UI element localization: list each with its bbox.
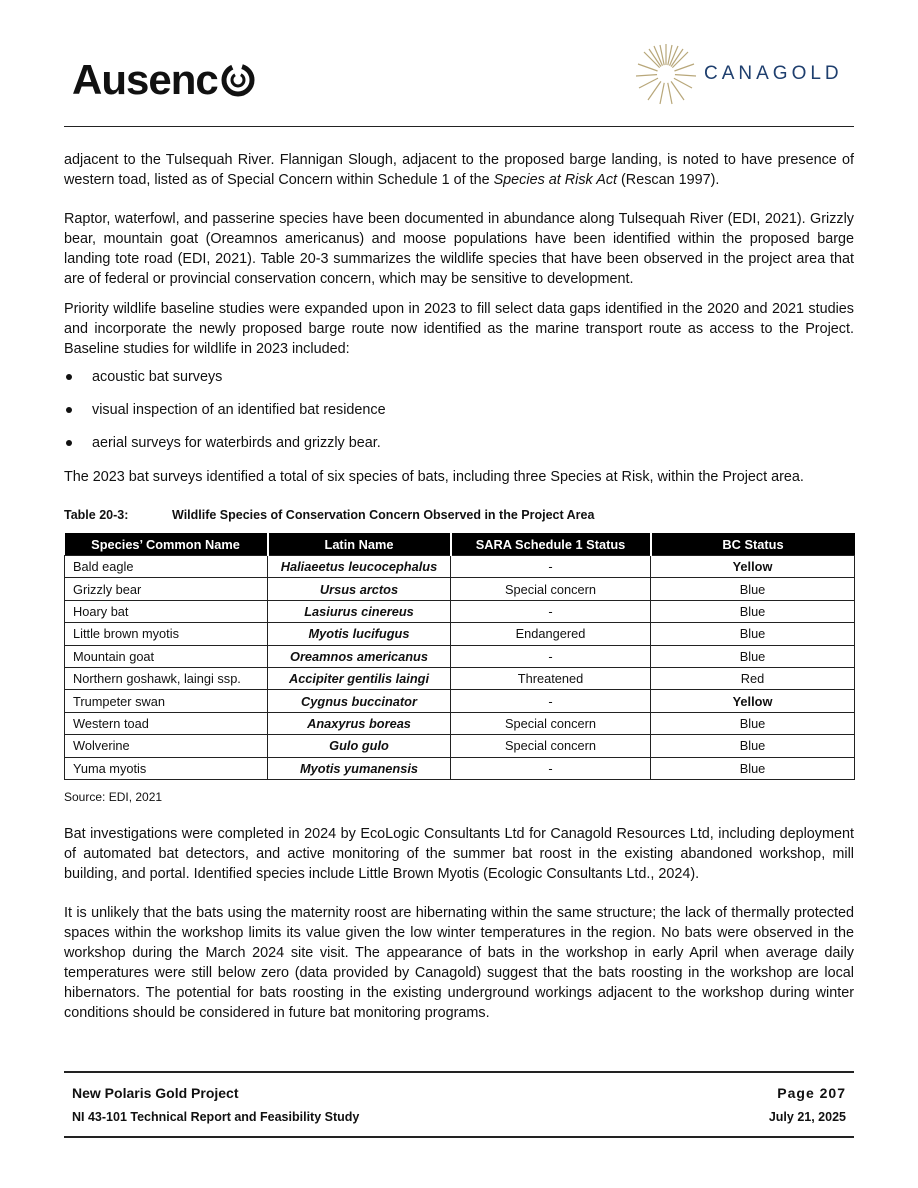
bullet-item (64, 433, 381, 453)
paragraph-1 (64, 150, 854, 190)
latin-name-cell: Lasiurus cinereus (268, 600, 451, 622)
column-header: BC Status (651, 533, 855, 556)
footer-divider-top (64, 1071, 854, 1073)
sara-status-cell: - (451, 600, 651, 622)
latin-name-cell: Ursus arctos (268, 578, 451, 600)
table-caption (64, 508, 594, 522)
sara-status-cell: Special concern (451, 712, 651, 734)
table-row (65, 735, 855, 757)
sara-status-cell: Threatened (451, 667, 651, 689)
latin-name-cell: Haliaeetus leucocephalus (268, 556, 451, 578)
bullet-icon (66, 440, 72, 446)
table-row (65, 690, 855, 712)
footer-date: July 21, 2025 (768, 1110, 846, 1124)
footer-report-title: NI 43-101 Technical Report and Feasibility Study (72, 1110, 360, 1124)
canagold-sunburst-icon (634, 42, 698, 106)
bc-status-cell: Yellow (651, 556, 855, 578)
latin-name-cell: Myotis yumanensis (268, 757, 451, 779)
sara-status-cell: - (451, 645, 651, 667)
bc-status-cell: Blue (651, 600, 855, 622)
paragraph-3: Priority wildlife baseline studies were expanded upon in 2023 to fill select data gaps identified in the 2020 and 2021 studies and incorporate the newly proposed barge route now identified as the marine transport route as access to the Project. Baseline studies for wildlife in 2023 included: (64, 301, 854, 357)
bullet-icon (66, 374, 72, 380)
common-name-cell: Western toad (65, 712, 268, 734)
paragraph-5: Bat investigations were completed in 2024 by EcoLogic Consultants Ltd for Canagold Resources Ltd, including deployment of automated bat detectors, and active monitoring of the summer bat roost in the existing abandoned workshop, mill building, and portal. Identified species include Little Brown Myotis (Ecologic Consultants Ltd., 2024). (64, 826, 854, 882)
common-name-cell: Hoary bat (65, 600, 268, 622)
common-name-cell: Trumpeter swan (65, 690, 268, 712)
sara-status-cell: Special concern (451, 578, 651, 600)
table-number: Table 20-3: (64, 508, 129, 522)
sara-status-cell: - (451, 556, 651, 578)
table-row (65, 600, 855, 622)
bc-status-cell: Blue (651, 623, 855, 645)
paragraph-6: It is unlikely that the bats using the maternity roost are hibernating within the same structure; the lack of thermally protected spaces within the workshop limits its value given the low winter temperatures in the region. No bats were observed in the workshop during the March 2024 site visit. The appearance of bats in the workshop in early April when average daily temperatures were still below zero (data provided by Canagold) suggest that the bats roosting in the workshop are local hibernators. The potential for bats roosting in the existing underground workings adjacent to the workshop during winter conditions should be considered in future bat monitoring programs. (64, 905, 854, 1021)
bullet-text: visual inspection of an identified bat residence (92, 402, 386, 418)
latin-name-cell: Cygnus buccinator (268, 690, 451, 712)
latin-name-cell: Myotis lucifugus (268, 623, 451, 645)
common-name-cell: Wolverine (65, 735, 268, 757)
bc-status-cell: Blue (651, 578, 855, 600)
species-at-risk-act-reference: Species at Risk Act (493, 172, 618, 188)
column-header: Latin Name (268, 533, 451, 556)
ausenco-swirl-icon (219, 61, 257, 99)
common-name-cell: Yuma myotis (65, 757, 268, 779)
wildlife-species-table (64, 533, 855, 780)
table-header-row (65, 533, 855, 556)
table-row (65, 578, 855, 600)
common-name-cell: Mountain goat (65, 645, 268, 667)
bc-status-cell: Blue (651, 712, 855, 734)
table-source-note: Source: EDI, 2021 (64, 790, 163, 804)
footer-project-name: New Polaris Gold Project (72, 1085, 239, 1101)
table-title: Wildlife Species of Conservation Concern Observed in the Project Area (172, 508, 595, 522)
paragraph-1-citation: (Rescan 1997). (617, 172, 720, 188)
sara-status-cell: - (451, 690, 651, 712)
sara-status-cell: Endangered (451, 623, 651, 645)
column-header: SARA Schedule 1 Status (451, 533, 651, 556)
table-row (65, 712, 855, 734)
footer-page-number: Page 207 (777, 1085, 846, 1101)
latin-name-cell: Accipiter gentilis laingi (268, 667, 451, 689)
common-name-cell: Little brown myotis (65, 623, 268, 645)
bc-status-cell: Blue (651, 757, 855, 779)
bullet-icon (66, 407, 72, 413)
canagold-logo (634, 42, 843, 106)
bc-status-cell: Blue (651, 645, 855, 667)
paragraph-4: The 2023 bat surveys identified a total of six species of bats, including three Species at Risk, within the Project area. (64, 469, 804, 485)
table-row (65, 645, 855, 667)
bc-status-cell: Blue (651, 735, 855, 757)
paragraph-1-text: adjacent to the Tulsequah River. Flannigan Slough, adjacent to the proposed barge landing, is noted to have presence of western toad, listed as of Special Concern within Schedule 1 of the (64, 152, 854, 188)
common-name-cell: Northern goshawk, laingi ssp. (65, 667, 268, 689)
table-row (65, 556, 855, 578)
footer-divider-bottom (64, 1136, 854, 1138)
bullet-item (64, 400, 386, 420)
common-name-cell: Grizzly bear (65, 578, 268, 600)
bc-status-cell: Yellow (651, 690, 855, 712)
header-divider (64, 126, 854, 127)
bullet-text: acoustic bat surveys (92, 369, 223, 385)
table-row (65, 757, 855, 779)
bullet-item (64, 367, 222, 387)
table-row (65, 667, 855, 689)
latin-name-cell: Oreamnos americanus (268, 645, 451, 667)
table-row (65, 623, 855, 645)
ausenco-logo-text: Ausenc (72, 56, 218, 103)
bc-status-cell: Red (651, 667, 855, 689)
canagold-logo-text: CANAGOLD (704, 63, 843, 84)
common-name-cell: Bald eagle (65, 556, 268, 578)
column-header: Species’ Common Name (65, 533, 268, 556)
paragraph-2: Raptor, waterfowl, and passerine species have been documented in abundance along Tulsequah River (EDI, 2021). Grizzly bear, mountain goat (Oreamnos americanus) and moose populations have been identified within the proposed barge landing tote road (EDI, 2021). Table 20-3 summarizes the wildlife species that have been observed in the project area that are of federal or provincial conservation concern, which may be sensitive to development. (64, 211, 854, 287)
latin-name-cell: Anaxyrus boreas (268, 712, 451, 734)
latin-name-cell: Gulo gulo (268, 735, 451, 757)
bullet-text: aerial surveys for waterbirds and grizzly bear. (92, 435, 381, 451)
ausenco-logo (72, 58, 257, 102)
sara-status-cell: - (451, 757, 651, 779)
sara-status-cell: Special concern (451, 735, 651, 757)
